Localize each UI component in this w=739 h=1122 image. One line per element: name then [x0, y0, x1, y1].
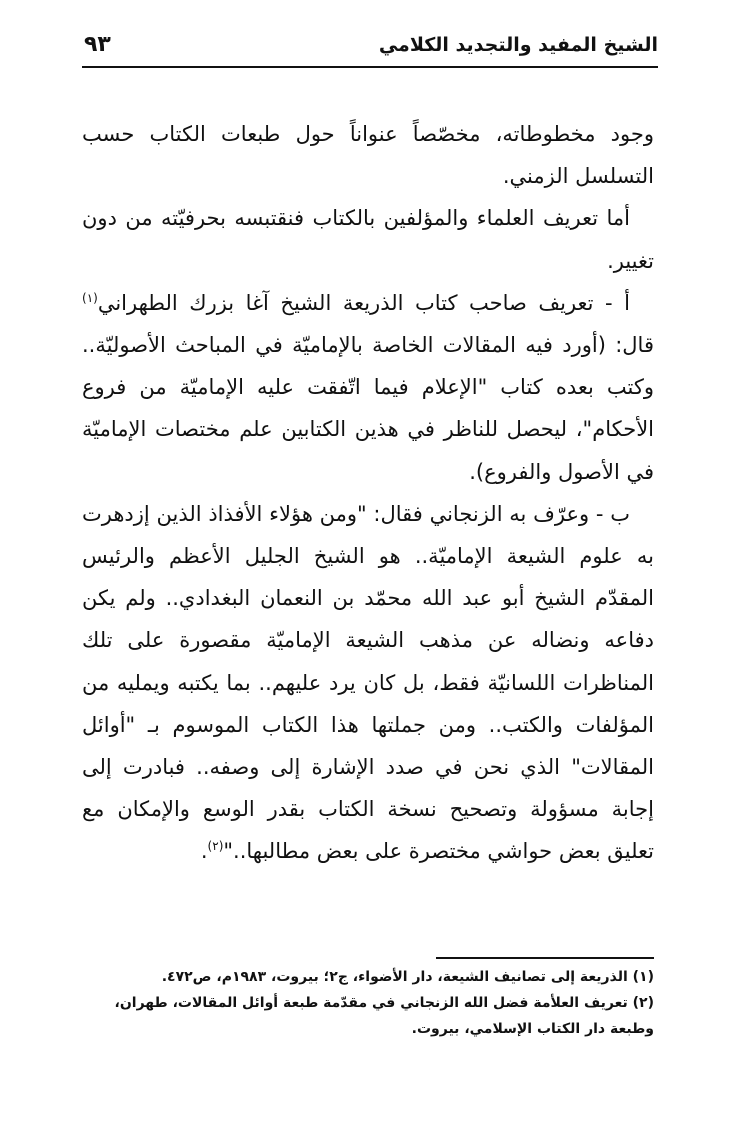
main-text	[82, 113, 654, 873]
footnote-ref-2: (٢)	[207, 839, 224, 854]
paragraph-3-text-a: أ - تعريف صاحب كتاب الذريعة الشيخ آغا بزرك الطهراني	[97, 290, 630, 315]
footnote-2: (٢) تعريف العلأمة فضل الله الزنجاني في مقدّمة طبعة أوائل المقالات، طهران، وطبعة دار الكتاب الإسلامي، بيروت.	[114, 995, 654, 1037]
paragraph-3-text-b: قال: (أورد فيه المقالات الخاصة بالإماميّة في المباحث الأصوليّة.. وكتب بعده كتاب "الإعلام فيما اتّفقت عليه الإماميّة من فروع الأحكام"، ليحصل للناظر في هذين الكتابين علم مختصات الإماميّة في الأصول والفروع).	[82, 333, 654, 484]
page-number: ٩٣	[84, 32, 111, 57]
footnote-rule	[436, 957, 654, 959]
footnote-ref-1: (١)	[82, 290, 98, 305]
header-rule	[82, 66, 658, 68]
footnotes	[82, 964, 654, 1042]
paragraph-1: وجود مخطوطاته، مخصّصاً عنواناً حول طبعات الكتاب حسب التسلسل الزمني.	[82, 122, 654, 189]
paragraph-4-end: .	[200, 839, 208, 864]
paragraph-3	[82, 282, 654, 493]
paragraph-2: أما تعريف العلماء والمؤلفين بالكتاب فنقتبسه بحرفيّته من دون تغيير.	[82, 206, 654, 273]
paragraph-4-text: ب - وعرّف به الزنجاني فقال: "ومن هؤلاء الأفذاذ الذين إزدهرت به علوم الشيعة الإماميّة.. هو الشيخ الجليل الأعظم والرئيس المقدّم الشيخ أبو عبد الله محمّد بن النعمان البغدادي.. ولم يكن دفاعه ونضاله عن مذهب الشيعة الإماميّة مقصورة على تلك المناظرات اللسانيّة فقط، بل كان يرد عليهم.. بما يكتبه ويمليه من المؤلفات والكتب.. ومن جملتها هذا الكتاب الموسوم بـ "أوائل المقالات" الذي نحن في صدد الإشارة إلى وصفه.. فبادرت إلى إجابة مسؤولة وتصحيح نسخة الكتاب بقدر الوسع والإمكان مع تعليق بعض حواشي مختصرة على بعض مطالبها.."	[82, 501, 654, 864]
running-header	[82, 30, 658, 66]
paragraph-4	[82, 493, 654, 873]
header-title: الشيخ المفيد والتجديد الكلامي	[378, 34, 658, 56]
footnote-1: (١) الذريعة إلى تصانيف الشيعة، دار الأضواء، ج٢؛ بيروت، ١٩٨٣م، ص٤٧٢.	[161, 969, 654, 985]
